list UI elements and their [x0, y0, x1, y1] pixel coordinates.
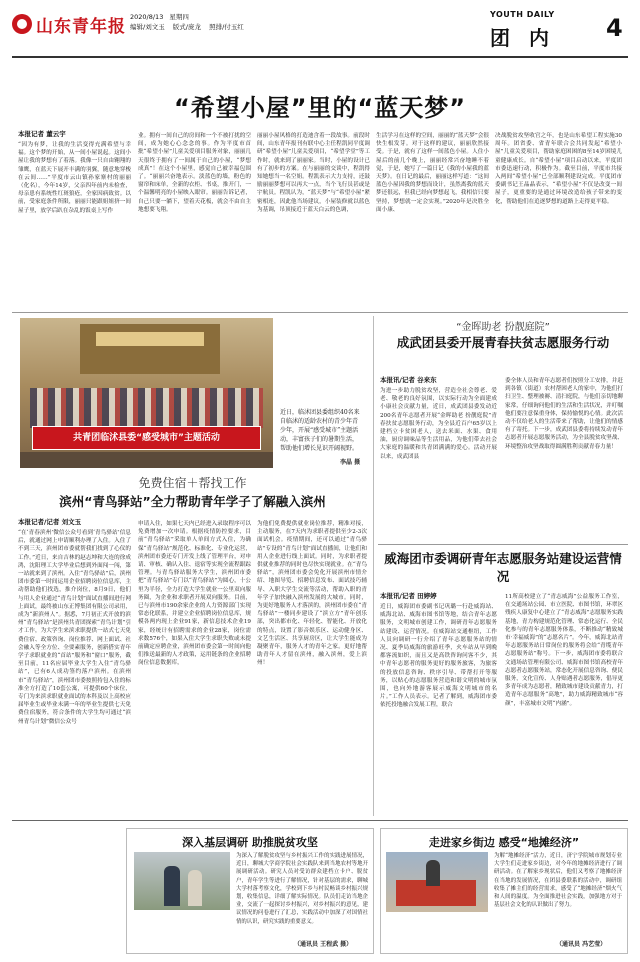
- photo-banner-text: 共青团临沭县委“感受城市”主题活动: [73, 433, 220, 443]
- article2-col2: 申请入住，如果七天内已经进入录取程序可以免费增加一次申请。根据疫情防控要求，目前“青鸟驿站”采取单人单间方式入住，为确保“青鸟驿站”规范化、标准化、专业化运营，滨州团市委还专门开发上线了管理平台，对申请、审核、确认入住、退宿等实现全流程跟踪管理。与青鸟驿站服务大学生，滨州团市委把“青鸟驿站”专门以“青鸟驿站”为圆心，十公里为半径，全力打造大学生就业一公里双向服务圈，为企业和求职者开展双向服务。目前，已与滨州市190余家企业的人力资源部门实现常态化联系，并建立企业招聘岗位信息库，规模各两内现上企业91家，新信息技术企业19家，经统计有招聘需求的企业28家，岗位需求数576个，如果入住大学生求职失败或未提前确定应聘企业，滨州团市委会第一时间向他们推送最新的人才政策，运用链条的企业招聘岗位信息数据库，: [138, 521, 251, 667]
- issue-date: 2020/8/13: [130, 13, 164, 21]
- box2-text: 为解“地摊经济”活力，近日，济宁学院城市规划专业大学生们走进家乡街边，对今年的地摊经济进行了调研活动。在了解家乡现状后，他们又考察了地摊经济在当地的发展情况，在团县委联系的活动中，调研组收集了摊主们的经营需求，感受了“地摊经济”烟火气和人间的温度。为全面推进社会实践，加强地方对于基层社会文化的认识做出了努力。: [494, 853, 622, 909]
- photo-ground: [20, 452, 273, 468]
- masthead-staff: [130, 22, 244, 31]
- article1-col2: 业。拥有一间自己的房间和一个不被打扰的空间，成为她心心念念的事。作为平度市首批“希望小屋”儿童关爱项目服务对象，丽丽几天很终于拥有了一间属于自己的小屋，“梦想成真”！在这个小屋里，感觉自己被幸福包围了。“丽丽兴奋地表示。淡蓝色的墙，粉色的窗帘和床单，全新的衣柜、书桌，推开门，一个温馨明亮的小屋映入眼帘。丽丽告诉记者，自己只要一躺下，望着天花板，就会不由自主地想要飞翔。: [138, 133, 251, 213]
- box2-photo: [386, 852, 488, 912]
- article1-title: “希望小屋”里的“蓝天梦”: [173, 94, 467, 122]
- box1-text: 为深入了解脱贫攻坚与乡村振兴工作的实践进展情况，近日，聊城大学商学院社会实践队来到当地农村等地开展调研活动。研究人员对受访群众建档立卡户、脱贫户，青年学生等进行了解情况，针对基层的需求，聊城大学村落考察文化，学校到下乡与村民畅谈乡村振兴规划，收集信息，详细了解实际情况。队员们走访当地企业，交流了一起探讨乡村振兴，对乡村振兴的意见，建议情况的问卷进行了汇总，实践活动中加深了对国情社情的认识，研究实践的重要意义。: [236, 853, 368, 925]
- masthead-date: [130, 12, 189, 21]
- article2-col3: 为他们免费提供就业岗位推荐，精准对接，主动服务，在7天内为求职者提供至少2-3次面试机会。疫情期间，还可以通过“青鸟驿站”专设的“青鸟计划”面试直播间，让他们和用人企业进行线上面试。同时，为求职者提供就业推荐的同时也尽快实现就业。在“青鸟驿站”，滨州团市委会免化开展滨州市情介绍、地图导览、招聘信息发布、面试技巧辅导、入职大学生交流等活动，帮助入职的青年学子加快融入滨州发展的大城市。同时，为更好地服务人才落滨的，滨州团市委在“青鸟驿站”一楼同步建设了“滨立方”青年创乐部，突出都市化、年轻化、智能化、开放化的特点，设置了影音娱乐区、运动健身区、文艺生活区、共享厨房区，让大学生能成为凝聚青年，服务人才的青年之家。更好地帮助青年人才留在滨州，融入滨州，爱上滨州！: [257, 521, 367, 667]
- page-number: 4: [606, 14, 623, 42]
- designer-credit: 版式/庞龙: [172, 23, 201, 31]
- article3-col1: 为进一步助力脱贫攻坚，营造全社会尊老、爱老、敬老的良好氛围，以实际行动为全面建成小康社会贡献力量，近日，成武团县委发动近200名青年志愿者开展“金晖助老 扮靓庭院”青春扶贫志愿服务行动，为全县近百户65岁以上建档立卡贫困老人，送去米面、水果、食用油，厨房调味品等生活用品，为他们带去社会大家庭的温暖和共青团满满的爱心。活动开展以来，成武团县: [380, 388, 497, 460]
- boxes-top-rule: [12, 820, 628, 821]
- article1-col5: 决战脱贫攻坚收官之年，也是山东希望工程实施30周年。团省委、省青年联合会共同发起“希望小屋”儿童关爱项目，帮助家庭困困的8至14岁困境儿童健康成长。自“希望小屋”项目启动以来，平度团市委迅速行动，积极作为。截至目前，平度市共接入两间“希望小屋”已全部顺利建设完成。平度团市委副书记王晶晶表示，“希望小屋”不仅是改变一间屋子，更重要的是通过环境改造给孩子带来的变化，帮助他们在追逐梦想的道路上走得更平稳。: [495, 133, 622, 205]
- box2-title: 走进家乡街边 感受“地摊经济”: [428, 836, 580, 849]
- article2-author: 本报记者/记者 刘文玉: [18, 518, 82, 526]
- article3-bottom-rule: [378, 544, 628, 545]
- column-divider-right: [373, 316, 374, 816]
- article1-author: 本报记者 董云宇: [18, 130, 66, 138]
- box1-photo: [134, 852, 230, 910]
- article3-author: 本报讯/记者 谷来东: [380, 376, 437, 384]
- article2-col1: “在‘青春滨州’微信公众号看到‘青鸟驿站’信息后，就通过网上申请顺利办理了入住。入住了不到三天，滨州团市委就帮我们找到了心仪的工作。”近日，来自吉林的赵志坤和大连的徐成鸿，沈阳理工大学毕业后想到外面闯一闯，第一站就来到了滨州。入住“青鸟驿站”后，滨州团市委第一时间运用企业招聘岗位信息库，主动帮助他们找选，推介岗位，8月9日，他们与用人企业通过“青鸟计划”面试直播间进行网上面试，最终被山东正博集团有限公司录用，成为“新滨州人”。据悉，7月初正式开放的滨州“青鸟驿站”是滨州共青团探索“青鸟计划”引才工作，为大学生来滨求职提供一站式七天免费住宿、政策咨询、岗位推荐、网上面试、社会融入等全方位、全要素服务，创新搭实青年学子求职就业的“首站”服务和“窗口”服务，截至目前，11名应届毕业大学生入住“青鸟驿站”，已有6人成功签约落户滨州。在滨州市“青鸟驿站”，滨州团市委按照持包入住的标准全方打造了10套公寓，可提供60个床位，专门为来滨求职就业面试的本科及以上高校应届毕业生或毕业未满一年的毕业生提供七天免费住宿服务，符合条件的大学生均可通过“滨州青鸟计划”微信公众号: [18, 530, 131, 725]
- article4-col2: 11所高校建立了“青志威海”公益服务工作室，在交通场站公园、市立医院、市图书馆，环翠区残疾人康复中心建立了“青志威海”志愿服务实践基地，青力构建规范化管理、常态化运行、全民化参与的青年志愿服务体系，不断推动“精致城市·幸福威海”的“志愿名片”。今年，威海北站青年志愿服务站日常岗位的服务将会给“青缆青年志愿服务站”称号。下一步，威海团市委将联合文通场站管理有限公司、威海市图书馆高校青年志愿者志愿服务站，常态化开展信息咨询、便民服务，文化宣传、人身贴遇者志愿服务，倡导更多青年成为志愿者，精致城市建设贡献青力，打造青年志愿服务“高地”，助力威海精致城市“容颜”，丰富城市文明“内涵”。: [505, 594, 623, 707]
- article3-kicker: “金晖助老 扮靓庭院”: [456, 322, 550, 333]
- article1-col3: 丽丽小屋风格的打造迪含着一段故事。前段时间，山东青年报刊有联中心主任程凯同平度调研“希望小屋”儿童关爱项目，“希望学堂”等工作时，就来到了丽丽家。当时，小屋的设计已有了初步的方案。在与丽丽的交谈中，程凯得知她想当一名空姐。程凯表示大力支持，还鼓励丽丽梦想可以再大一点，当个飞行员甚或是宇航员。程凯认为，“蓝天梦”与“希望小屋”紧密相连，因此他当场建议，小屋装修就以蓝色为基调，吊顶接近于蓝天白云的色调，: [257, 133, 370, 213]
- article2-kicker: 免费住宿＋帮找工作: [138, 476, 247, 490]
- proofreader-credit: 照排/付玉红: [209, 23, 244, 31]
- photo1-credit: 李晶 摄: [340, 459, 361, 466]
- box1-photo-person2-icon: [188, 870, 202, 906]
- issue-weekday: 星期四: [169, 13, 189, 21]
- article2-title: 滨州“青鸟驿站”全力帮助青年学子了解融入滨州: [59, 494, 326, 509]
- article3-col2: 委全体人员和青年志愿者们按照分工安排，并赶到各镇（街道）农村帮困老人的家中，为他们打扫卫生、整理被褥、清扫庭院，与他们亲切地聊家常，仔细询问他们的生活和生活状况，并叮嘱他们要注意保重身体，保持愉悦的心情。此次活动不仅给老人的生活带来了帮助，让他们的情感有了寄托。下一步，成武团县委将持续发动青年志愿者开展志愿服务活动，为全县脱贫攻坚战、环境整治攻坚战取得圆满胜利贡献青春力量！: [505, 378, 623, 450]
- masthead: [12, 8, 628, 52]
- article4-col1: 近日，威海团市委副书记巩璐一行赴威海站、威海北站、威海市图书馆等地，结合青年志愿服务，文明城市创建工作，调研青年志愿服务站建设、运营情况。在威海站交通枢纽，工作人员向调研一行介绍了青年志愿服务站的情况、夏季局威海的旅游旺季，火车站从早到晚都客流如织，而且又是高铁咨询问客不少，其中青年志愿者的服务更好的服务旅客，为旅客的投放信息咨询、秩序引导、带帮打开等服务，以贴心的志愿服务营造和谐文明的城市氛围，也向外地游客展示威海文明城市的名片。”工作人员表示。记者了解到，威海团市委依托投地融合发展工程，联合: [380, 604, 497, 709]
- photo-sensing-city: [20, 318, 273, 468]
- photo-building-sign: [96, 332, 204, 346]
- article4-author: 本报讯/记者 田婷婷: [380, 592, 437, 600]
- article1-col1: “因为有梦，让我的生活变得充满希望与幸福。这个梦的开始，从一间小屋说起。这间小屋让我的梦想有了着落。我像一只自由翱翔的雏鹰，在蓝天下展开丰满的羽翼，随意地穿梭在云间……”平度市云山镇孙家寨村的丽丽（化名），今年14岁，父亲四年前内未检查，母亲患有系统性红斑狼疮，全家因病致贫。以前，受家庭条件所限，丽丽只能跟姐姐挤一间屋子里，放学后趴在杂乱的饭桌上写作: [18, 142, 131, 214]
- box2-photo-person-icon: [426, 860, 440, 886]
- masthead-rule: [12, 56, 628, 58]
- photo-group-people: [30, 388, 263, 428]
- editor-credit: 编辑/刘文玉: [130, 23, 165, 31]
- article1-col4: 生活学习在这样的空间，丽丽的“蓝天梦”会很快生根发芽。对于这样的建议，丽丽欣然接受。于是，就有了这样一间蓝色小屋。人住小屋后的前几个晚上，丽丽经常兴奋地睡不着觉，于是，她写了一篇日记《我的小屋我的蓝天梦》。在日记的最后，丽丽这样写道：“这间蓝色小屋因我的梦想而设计，虽然离我的蓝天梦还很远，但我已经向梦想起飞，我相信只要坚持，梦想就一定会实现。”2020年是决胜全面小康、: [376, 133, 489, 213]
- box1-credit: （通讯员 王程武 摄）: [294, 941, 353, 948]
- photo1-caption: 近日，临沭团县委组织40名来自临沭的适龄农村的青少年青少年，开展“感受城市”主题活动，丰富孩子们的暑期生活，帮助他们增长见识开阔视野。: [280, 409, 360, 452]
- article3-title: 成武团县委开展青春扶贫志愿服务行动: [396, 335, 610, 350]
- newspaper-logo: 山东青年报: [36, 17, 126, 37]
- section-english: YOUTH DAILY: [490, 10, 555, 19]
- newspaper-logo-inner-icon: [17, 19, 27, 29]
- article4-title: 威海团市委调研青年志愿服务站建设运营情况: [384, 551, 622, 584]
- photo-banner: [32, 426, 261, 450]
- article1-bottom-rule: [12, 312, 628, 313]
- section-title: 团 内: [490, 26, 555, 50]
- box2-credit: （通讯员 冯艺莹）: [556, 941, 607, 948]
- box1-photo-person-icon: [164, 866, 180, 906]
- box1-title: 深入基层调研 助推脱贫攻坚: [182, 836, 318, 849]
